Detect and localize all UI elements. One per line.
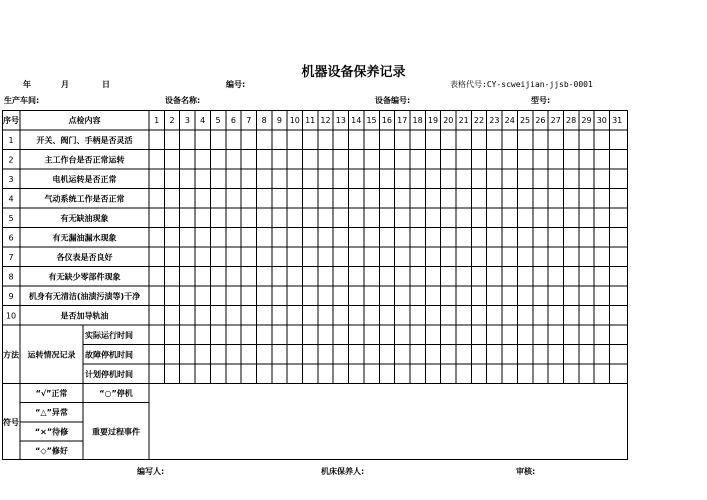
day-header-2: 2 — [169, 116, 175, 125]
writer-label: 编写人: — [137, 467, 165, 476]
day-header-29: 29 — [581, 116, 592, 125]
day-header-27: 27 — [550, 116, 561, 125]
seq-header: 序号 — [3, 116, 19, 125]
method-label: 方法 — [3, 350, 19, 360]
symbol-legend: “◇”修好 — [35, 446, 68, 456]
day-header-5: 5 — [215, 116, 221, 125]
day-label: 日 — [102, 80, 110, 89]
check-item: 有无缺油现象 — [60, 213, 109, 223]
row-number: 3 — [8, 174, 14, 184]
day-header-17: 17 — [397, 116, 408, 125]
operation-row-label: 故障停机时间 — [85, 350, 133, 360]
row-number: 10 — [5, 311, 17, 321]
year-label: 年 — [23, 80, 31, 89]
symbol-label: 符号 — [3, 417, 19, 427]
operation-row-label: 计划停机时间 — [85, 369, 133, 379]
day-header-16: 16 — [381, 116, 393, 125]
maintenance-record-table — [2, 110, 628, 460]
model-label: 型号: — [531, 96, 551, 105]
month-label: 月 — [61, 80, 69, 89]
form-code: 表格代号:CY-scweijian-jjsb-0001 — [450, 80, 593, 89]
form-title: 机器设备保养记录 — [301, 65, 406, 80]
equipment-no-label: 设备编号: — [375, 96, 411, 105]
check-item: 各仪表是否良好 — [56, 252, 113, 262]
day-header-3: 3 — [184, 116, 190, 125]
important-events-label: 重要过程事件 — [92, 427, 140, 437]
day-header-30: 30 — [596, 116, 607, 125]
day-header-14: 14 — [351, 116, 362, 125]
day-header-22: 22 — [473, 116, 485, 125]
symbol-legend: “×”待修 — [34, 427, 69, 437]
check-item: 开关、阀门、手柄是否灵活 — [36, 135, 133, 145]
operation-label: 运转情况记录 — [27, 350, 76, 360]
day-header-9: 9 — [276, 116, 283, 125]
day-header-6: 6 — [230, 116, 236, 125]
day-header-18: 18 — [412, 116, 423, 125]
row-number: 2 — [8, 155, 14, 165]
reviewer-label: 审核: — [516, 467, 536, 476]
equipment-name-label: 设备名称: — [165, 96, 201, 105]
day-header-13: 13 — [335, 116, 346, 125]
check-item: 有无缺少零部件现象 — [48, 272, 121, 282]
day-header-25: 25 — [519, 116, 531, 125]
maintainer-label: 机床保养人: — [321, 467, 365, 476]
day-header-19: 19 — [427, 116, 439, 125]
day-header-7: 7 — [246, 116, 252, 125]
workshop-label: 生产车间: — [4, 96, 40, 105]
row-number: 8 — [8, 272, 14, 282]
check-item: 电机运转是否正常 — [52, 174, 117, 184]
day-header-31: 31 — [612, 116, 623, 125]
check-item: 有无漏油漏水现象 — [52, 233, 117, 243]
day-header-11: 11 — [305, 116, 316, 125]
day-header-23: 23 — [489, 116, 500, 125]
day-header-1: 1 — [154, 116, 160, 125]
check-item: 主工作台是否正常运转 — [44, 155, 125, 165]
item-header: 点检内容 — [68, 116, 101, 125]
row-number: 6 — [8, 233, 14, 243]
day-header-4: 4 — [200, 116, 206, 125]
day-header-10: 10 — [289, 116, 300, 125]
row-number: 1 — [8, 135, 14, 145]
operation-row-label: 实际运行时间 — [85, 330, 133, 340]
day-header-24: 24 — [504, 116, 515, 125]
row-number: 7 — [8, 252, 14, 262]
serial-label: 编号: — [226, 80, 246, 89]
day-header-26: 26 — [535, 116, 546, 125]
day-header-12: 12 — [320, 116, 331, 125]
row-number: 9 — [8, 291, 14, 301]
day-header-20: 20 — [443, 116, 454, 125]
day-header-21: 21 — [458, 116, 469, 125]
check-item: 是否加导轨油 — [60, 311, 109, 321]
check-item: 气动系统工作是否正常 — [44, 194, 125, 204]
symbol-legend: “√”正常 — [35, 389, 68, 399]
day-header-15: 15 — [366, 116, 377, 125]
stop-symbol-legend: “○”停机 — [99, 389, 133, 399]
day-header-8: 8 — [261, 116, 267, 125]
check-item: 机身有无清洁(油渍污渍等)干净 — [28, 291, 141, 301]
row-number: 4 — [8, 194, 14, 204]
symbol-legend: “△”异常 — [35, 408, 68, 418]
row-number: 5 — [8, 213, 14, 223]
day-header-28: 28 — [566, 116, 577, 125]
